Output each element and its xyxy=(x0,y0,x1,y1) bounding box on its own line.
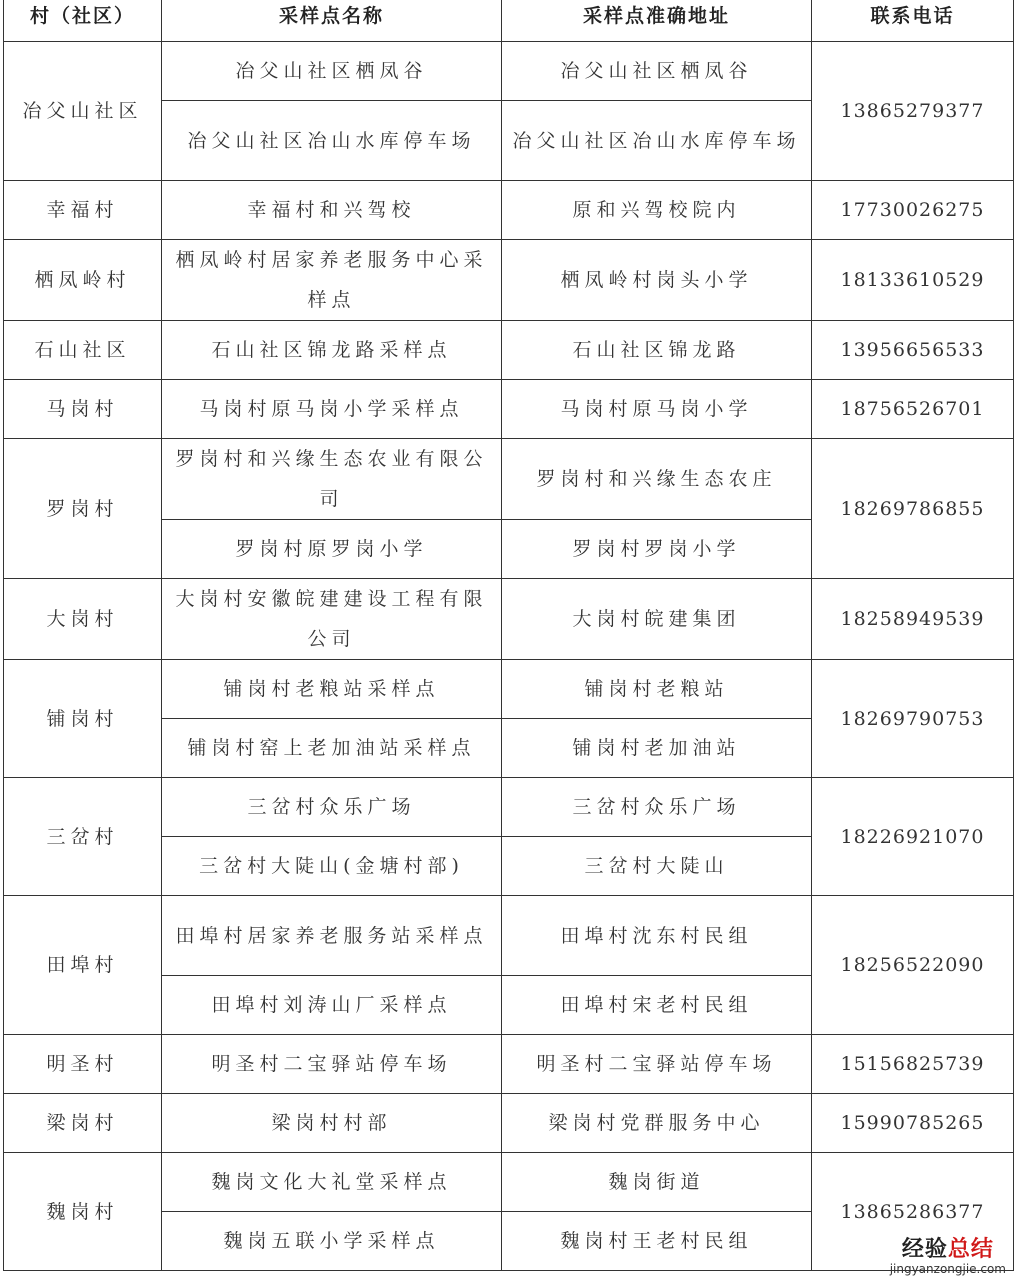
phone-cell: 18258949539 xyxy=(812,579,1014,660)
phone-cell: 18133610529 xyxy=(812,240,1014,321)
site-name-cell: 魏岗五联小学采样点 xyxy=(162,1212,502,1271)
village-cell: 石山社区 xyxy=(4,321,162,380)
header-village: 村（社区） xyxy=(4,0,162,42)
watermark-url: jingyanzongjie.com xyxy=(889,1262,1006,1276)
site-address-cell: 原和兴驾校院内 xyxy=(502,181,812,240)
site-name-cell: 铺岗村窑上老加油站采样点 xyxy=(162,719,502,778)
site-address-cell: 铺岗村老加油站 xyxy=(502,719,812,778)
header-phone: 联系电话 xyxy=(812,0,1014,42)
phone-cell: 15990785265 xyxy=(812,1094,1014,1153)
table-row xyxy=(4,181,1014,240)
site-name-cell: 马岗村原马岗小学采样点 xyxy=(162,380,502,439)
site-watermark xyxy=(890,1239,1006,1275)
site-name-cell: 栖凤岭村居家养老服务中心采样点 xyxy=(162,240,502,321)
site-name-cell: 三岔村大陡山(金塘村部) xyxy=(162,837,502,896)
site-name-cell: 大岗村安徽皖建建设工程有限公司 xyxy=(162,579,502,660)
site-name-cell: 魏岗文化大礼堂采样点 xyxy=(162,1153,502,1212)
sampling-sites-table xyxy=(3,0,1014,1271)
phone-cell: 17730026275 xyxy=(812,181,1014,240)
phone-cell: 18226921070 xyxy=(812,778,1014,896)
site-address-cell: 罗岗村和兴缘生态农庄 xyxy=(502,439,812,520)
phone-cell: 15156825739 xyxy=(812,1035,1014,1094)
village-cell: 三岔村 xyxy=(4,778,162,896)
site-name-cell: 田埠村居家养老服务站采样点 xyxy=(162,896,502,976)
site-address-cell: 魏岗街道 xyxy=(502,1153,812,1212)
header-site-address: 采样点准确地址 xyxy=(502,0,812,42)
site-address-cell: 铺岗村老粮站 xyxy=(502,660,812,719)
village-cell: 魏岗村 xyxy=(4,1153,162,1271)
table-row xyxy=(4,42,1014,101)
phone-cell: 18756526701 xyxy=(812,380,1014,439)
site-address-cell: 栖凤岭村岗头小学 xyxy=(502,240,812,321)
phone-cell: 18269786855 xyxy=(812,439,1014,579)
header-row xyxy=(4,0,1014,42)
site-name-cell: 三岔村众乐广场 xyxy=(162,778,502,837)
village-cell: 马岗村 xyxy=(4,380,162,439)
site-address-cell: 梁岗村党群服务中心 xyxy=(502,1094,812,1153)
site-name-cell: 罗岗村和兴缘生态农业有限公司 xyxy=(162,439,502,520)
site-address-cell: 冶父山社区冶山水库停车场 xyxy=(502,101,812,181)
village-cell: 梁岗村 xyxy=(4,1094,162,1153)
village-cell: 大岗村 xyxy=(4,579,162,660)
site-name-cell: 石山社区锦龙路采样点 xyxy=(162,321,502,380)
village-cell: 罗岗村 xyxy=(4,439,162,579)
watermark-logo-text xyxy=(890,1239,1006,1261)
table-row xyxy=(4,896,1014,976)
site-name-cell: 冶父山社区冶山水库停车场 xyxy=(162,101,502,181)
phone-cell: 18256522090 xyxy=(812,896,1014,1035)
table-row xyxy=(4,380,1014,439)
site-address-cell: 三岔村大陡山 xyxy=(502,837,812,896)
phone-cell: 13865286377 xyxy=(812,1153,1014,1271)
site-address-cell: 魏岗村王老村民组 xyxy=(502,1212,812,1271)
site-address-cell: 三岔村众乐广场 xyxy=(502,778,812,837)
table-row xyxy=(4,321,1014,380)
table-row xyxy=(4,240,1014,321)
table-row xyxy=(4,778,1014,837)
phone-cell: 13865279377 xyxy=(812,42,1014,181)
phone-cell: 13956656533 xyxy=(812,321,1014,380)
site-address-cell: 冶父山社区栖凤谷 xyxy=(502,42,812,101)
table-row xyxy=(4,1035,1014,1094)
site-address-cell: 田埠村宋老村民组 xyxy=(502,976,812,1035)
village-cell: 田埠村 xyxy=(4,896,162,1035)
village-cell: 栖凤岭村 xyxy=(4,240,162,321)
village-cell: 幸福村 xyxy=(4,181,162,240)
site-address-cell: 石山社区锦龙路 xyxy=(502,321,812,380)
table-row xyxy=(4,579,1014,660)
site-name-cell: 明圣村二宝驿站停车场 xyxy=(162,1035,502,1094)
site-address-cell: 明圣村二宝驿站停车场 xyxy=(502,1035,812,1094)
site-name-cell: 梁岗村村部 xyxy=(162,1094,502,1153)
site-address-cell: 田埠村沈东村民组 xyxy=(502,896,812,976)
site-name-cell: 冶父山社区栖凤谷 xyxy=(162,42,502,101)
site-address-cell: 大岗村皖建集团 xyxy=(502,579,812,660)
table-row xyxy=(4,1153,1014,1212)
village-cell: 铺岗村 xyxy=(4,660,162,778)
village-cell: 明圣村 xyxy=(4,1035,162,1094)
site-address-cell: 马岗村原马岗小学 xyxy=(502,380,812,439)
site-name-cell: 罗岗村原罗岗小学 xyxy=(162,520,502,579)
table-row xyxy=(4,439,1014,520)
table-row xyxy=(4,1094,1014,1153)
village-cell: 冶父山社区 xyxy=(4,42,162,181)
site-name-cell: 田埠村刘涛山厂采样点 xyxy=(162,976,502,1035)
watermark-brand-b: 总结 xyxy=(947,1237,994,1262)
phone-cell: 18269790753 xyxy=(812,660,1014,778)
site-address-cell: 罗岗村罗岗小学 xyxy=(502,520,812,579)
watermark-brand-a: 经验 xyxy=(901,1237,948,1262)
table-row xyxy=(4,660,1014,719)
site-name-cell: 幸福村和兴驾校 xyxy=(162,181,502,240)
header-site-name: 采样点名称 xyxy=(162,0,502,42)
site-name-cell: 铺岗村老粮站采样点 xyxy=(162,660,502,719)
